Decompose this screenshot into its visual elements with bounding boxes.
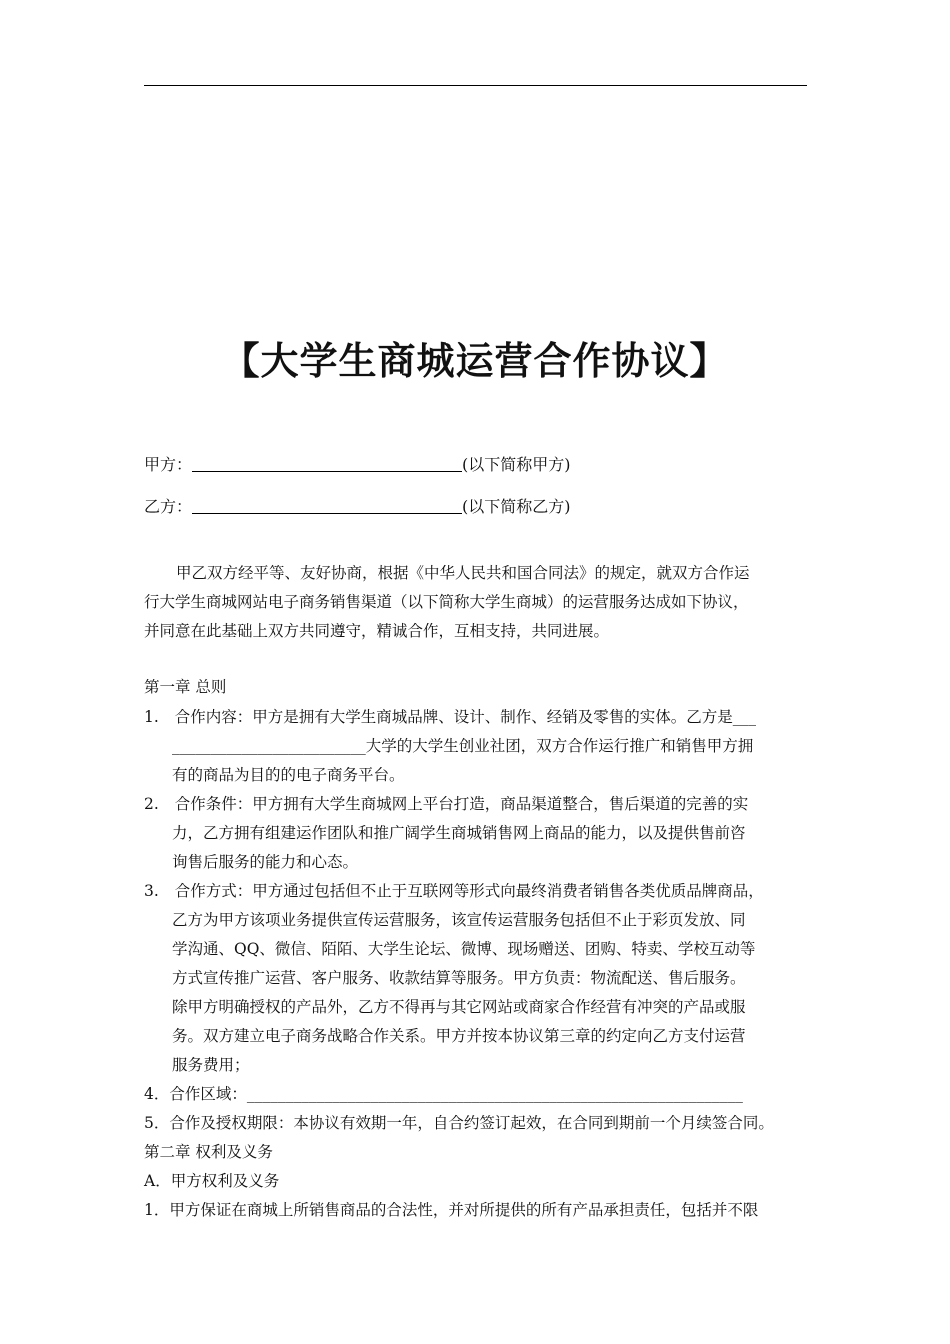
party-b-label: 乙方： [144, 497, 193, 516]
item-3-line-6: 务。双方建立电子商务战略合作关系。甲方并按本协议第三章的约定向乙方支付运营 [172, 1027, 746, 1045]
item-3-line-7: 服务费用； [172, 1056, 250, 1074]
intro-line-2: 行大学生商城网站电子商务销售渠道（以下简称大学生商城）的运营服务达成如下协议， [144, 593, 749, 611]
party-b-line [144, 492, 571, 522]
item-1-line-2: _________________________大学的大学生创业社团，双方合作运行推广和销售甲方拥 [172, 737, 754, 755]
item-2-line-2: 力，乙方拥有组建运作团队和推广阔学生商城销售网上商品的能力，以及提供售前咨 [172, 824, 746, 842]
item-1-number: 1. [144, 708, 159, 726]
chapter-1-heading: 第一章 总则 [144, 678, 227, 696]
item-3-line-5: 除甲方明确授权的产品外，乙方不得再与其它网站或商家合作经营有冲突的产品或服 [172, 998, 746, 1016]
chapter-2-heading: 第二章 权利及义务 [144, 1143, 273, 1161]
document-title: 【大学生商城运营合作协议】 [221, 338, 729, 383]
party-a-label: 甲方： [144, 455, 193, 474]
party-b-blank [192, 495, 462, 514]
item-3-line-4: 方式宣传推广运营、客户服务、收款结算等服务。甲方负责：物流配送、售后服务。 [172, 969, 746, 987]
item-2-line-1 [144, 789, 748, 819]
item-5-line: 5．合作及授权期限：本协议有效期一年，自合约签订起效，在合同到期前一个月续签合同。 [144, 1114, 774, 1132]
item-2-number: 2. [144, 795, 159, 813]
item-3-text: 合作方式：甲方通过包括但不止于互联网等形式向最终消费者销售各类优质品牌商品， [174, 882, 764, 900]
party-b-suffix: (以下简称乙方) [462, 497, 571, 516]
section-a-item-1: 1．甲方保证在商城上所销售商品的合法性，并对所提供的所有产品承担责任，包括并不限 [144, 1201, 759, 1219]
item-3-number: 3. [144, 882, 159, 900]
item-4-line: 4．合作区域：________________________________________________________________ [144, 1085, 743, 1103]
item-1-text: 合作内容：甲方是拥有大学生商城品牌、设计、制作、经销及零售的实体。乙方是___ [174, 708, 757, 726]
intro-line-3: 并同意在此基础上双方共同遵守，精诚合作，互相支持，共同进展。 [144, 622, 610, 640]
party-a-blank [192, 453, 462, 472]
item-2-line-3: 询售后服务的能力和心态。 [172, 853, 359, 871]
header-rule [144, 85, 807, 86]
item-2-text: 合作条件：甲方拥有大学生商城网上平台打造，商品渠道整合，售后渠道的完善的实 [174, 795, 749, 813]
item-3-line-3: 学沟通、QQ、微信、陌陌、大学生论坛、微博、现场赠送、团购、特卖、学校互动等 [172, 940, 756, 958]
item-1-line-3: 有的商品为目的的电子商务平台。 [172, 766, 405, 784]
party-a-line [144, 450, 571, 480]
party-a-suffix: (以下简称甲方) [462, 455, 571, 474]
item-3-line-1 [144, 876, 764, 906]
item-1-line-1 [144, 702, 756, 732]
intro-line-1: 甲乙双方经平等、友好协商，根据《中华人民共和国合同法》的规定，就双方合作运 [176, 564, 750, 582]
section-a-heading: A．甲方权利及义务 [144, 1172, 280, 1190]
item-3-line-2: 乙方为甲方该项业务提供宣传运营服务，该宣传运营服务包括但不止于彩页发放、同 [172, 911, 746, 929]
